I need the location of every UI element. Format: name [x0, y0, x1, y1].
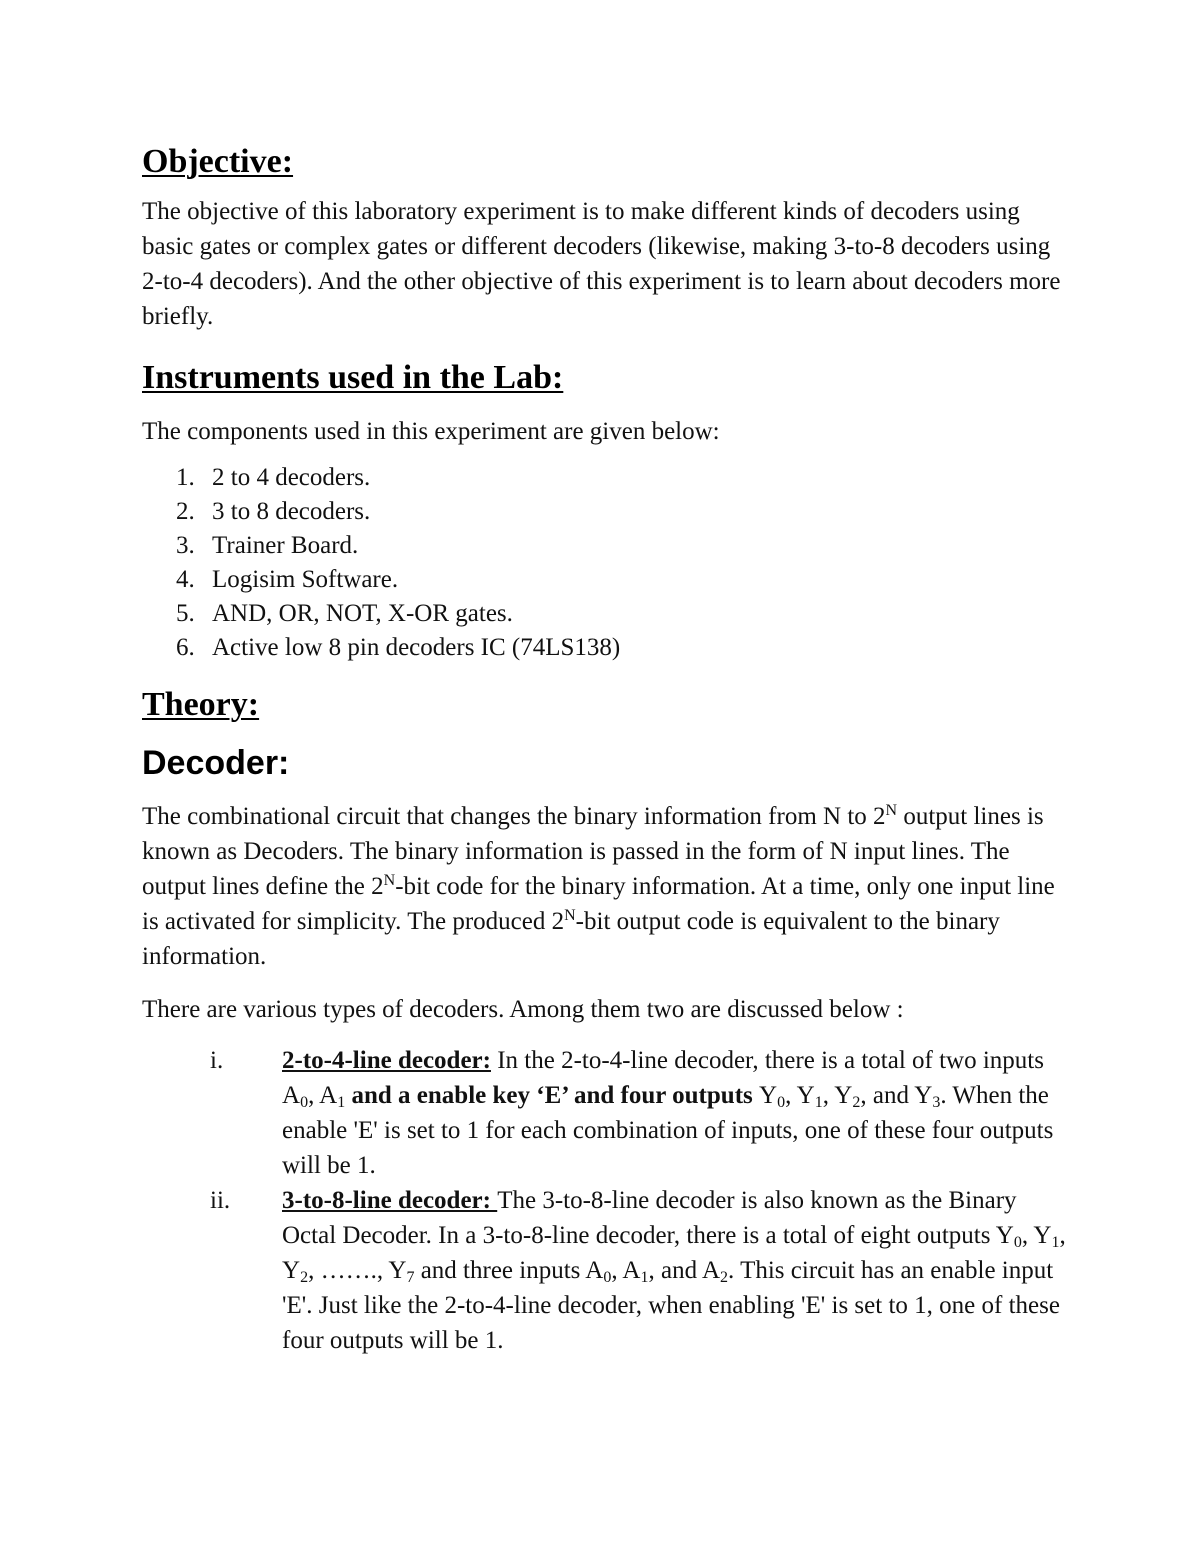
text-run: -bit output code is equivalent to the binary information. [142, 908, 1000, 970]
text-run: output lines is known as Decoders. The binary information is passed in the form of N input lines. The output lines define the 2 [142, 803, 1044, 900]
components-list [142, 461, 1072, 665]
term-label: 2-to-4-line decoder: [282, 1047, 491, 1074]
text-run: , Y [1021, 1222, 1052, 1249]
subscript: 1 [337, 1094, 346, 1111]
text-run: The combinational circuit that changes the binary information from N to 2 [142, 803, 886, 830]
subscript: 3 [932, 1094, 941, 1111]
subscript: 0 [300, 1094, 309, 1111]
list-item [142, 631, 1072, 665]
list-item-text: Logisim Software. [212, 566, 399, 593]
text-run: , Y [785, 1082, 815, 1109]
text-run: In the 2-to-4-line decoder, there is a total of two inputs A [282, 1047, 1044, 1109]
list-number: 6. [176, 634, 195, 661]
text-run: . This circuit has an enable input 'E'. Just like the 2-to-4-line decoder, when enabling 'E' is set to 1, one of these four outputs will be 1. [282, 1257, 1060, 1354]
objective-heading: Objective: [142, 143, 294, 180]
subscript: 1 [1051, 1234, 1060, 1251]
roman-numeral: ii. [210, 1187, 231, 1214]
instruments-intro: The components used in this experiment are given below: [142, 418, 720, 445]
decoder-types-list [142, 1043, 1072, 1358]
text-run: The 3-to-8-line decoder is also known as the Binary Octal Decoder. In a 3-to-8-line decoder, there is a total of eight outputs Y [282, 1187, 1017, 1249]
list-item-text: 2 to 4 decoders. [212, 464, 371, 491]
list-number: 4. [176, 566, 195, 593]
text-run: , and A [648, 1257, 721, 1284]
list-number: 5. [176, 600, 195, 627]
text-run: , and Y [860, 1082, 933, 1109]
text-run: and three inputs A [414, 1257, 604, 1284]
bold-text-run: and a enable key ‘E’ and four outputs [345, 1082, 759, 1109]
list-item-text: Trainer Board. [212, 532, 359, 559]
objective-paragraph: The objective of this laboratory experiment is to make different kinds of decoders using basic gates or complex gates or different decoders (likewise, making 3-to-8 decoders using 2-to-4 decoders). And the other objective of this experiment is to learn about decoders more briefly. [142, 198, 1061, 330]
subscript: 0 [1013, 1234, 1022, 1251]
text-run: -bit code for the binary information. At a time, only one input line is activated for simplicity. The produced 2 [142, 873, 1055, 935]
instruments-heading: Instruments used in the Lab: [142, 359, 564, 396]
subscript: 2 [300, 1269, 309, 1286]
list-number: 3. [176, 532, 195, 559]
list-item [142, 529, 1072, 563]
subscript: 1 [640, 1269, 649, 1286]
superscript: N [383, 872, 396, 889]
text-run: . When the enable 'E' is set to 1 for each combination of inputs, one of these four outputs will be 1. [282, 1082, 1054, 1179]
list-item-text: AND, OR, NOT, X-OR gates. [212, 600, 513, 627]
list-item-text: Active low 8 pin decoders IC (74LS138) [212, 634, 621, 661]
types-intro: There are various types of decoders. Among them two are discussed below : [142, 996, 904, 1023]
subscript: 2 [720, 1269, 729, 1286]
list-item [142, 597, 1072, 631]
document-content [142, 140, 1072, 1358]
list-item-text: 3 to 8 decoders. [212, 498, 371, 525]
subscript: 1 [814, 1094, 823, 1111]
text-run: Y [759, 1082, 778, 1109]
superscript: N [885, 802, 898, 819]
superscript: N [564, 907, 576, 924]
text-run: , Y [282, 1222, 1066, 1284]
list-number: 2. [176, 498, 195, 525]
list-item [142, 461, 1072, 495]
subscript: 0 [777, 1094, 786, 1111]
subscript: 7 [406, 1269, 415, 1286]
theory-heading: Theory: [142, 686, 260, 723]
term-label: 3-to-8-line decoder: [282, 1187, 498, 1214]
list-number: 1. [176, 464, 195, 491]
text-run: , ……., Y [308, 1257, 407, 1284]
list-item [142, 1183, 1072, 1358]
decoder-paragraph [142, 799, 1072, 974]
subscript: 0 [603, 1269, 612, 1286]
list-item [142, 563, 1072, 597]
decoder-heading: Decoder: [142, 744, 290, 782]
subscript: 2 [852, 1094, 861, 1111]
text-run: , A [611, 1257, 641, 1284]
roman-numeral: i. [210, 1047, 224, 1074]
text-run: , Y [822, 1082, 853, 1109]
list-item [142, 1043, 1072, 1183]
text-run: , A [308, 1082, 338, 1109]
list-item [142, 495, 1072, 529]
